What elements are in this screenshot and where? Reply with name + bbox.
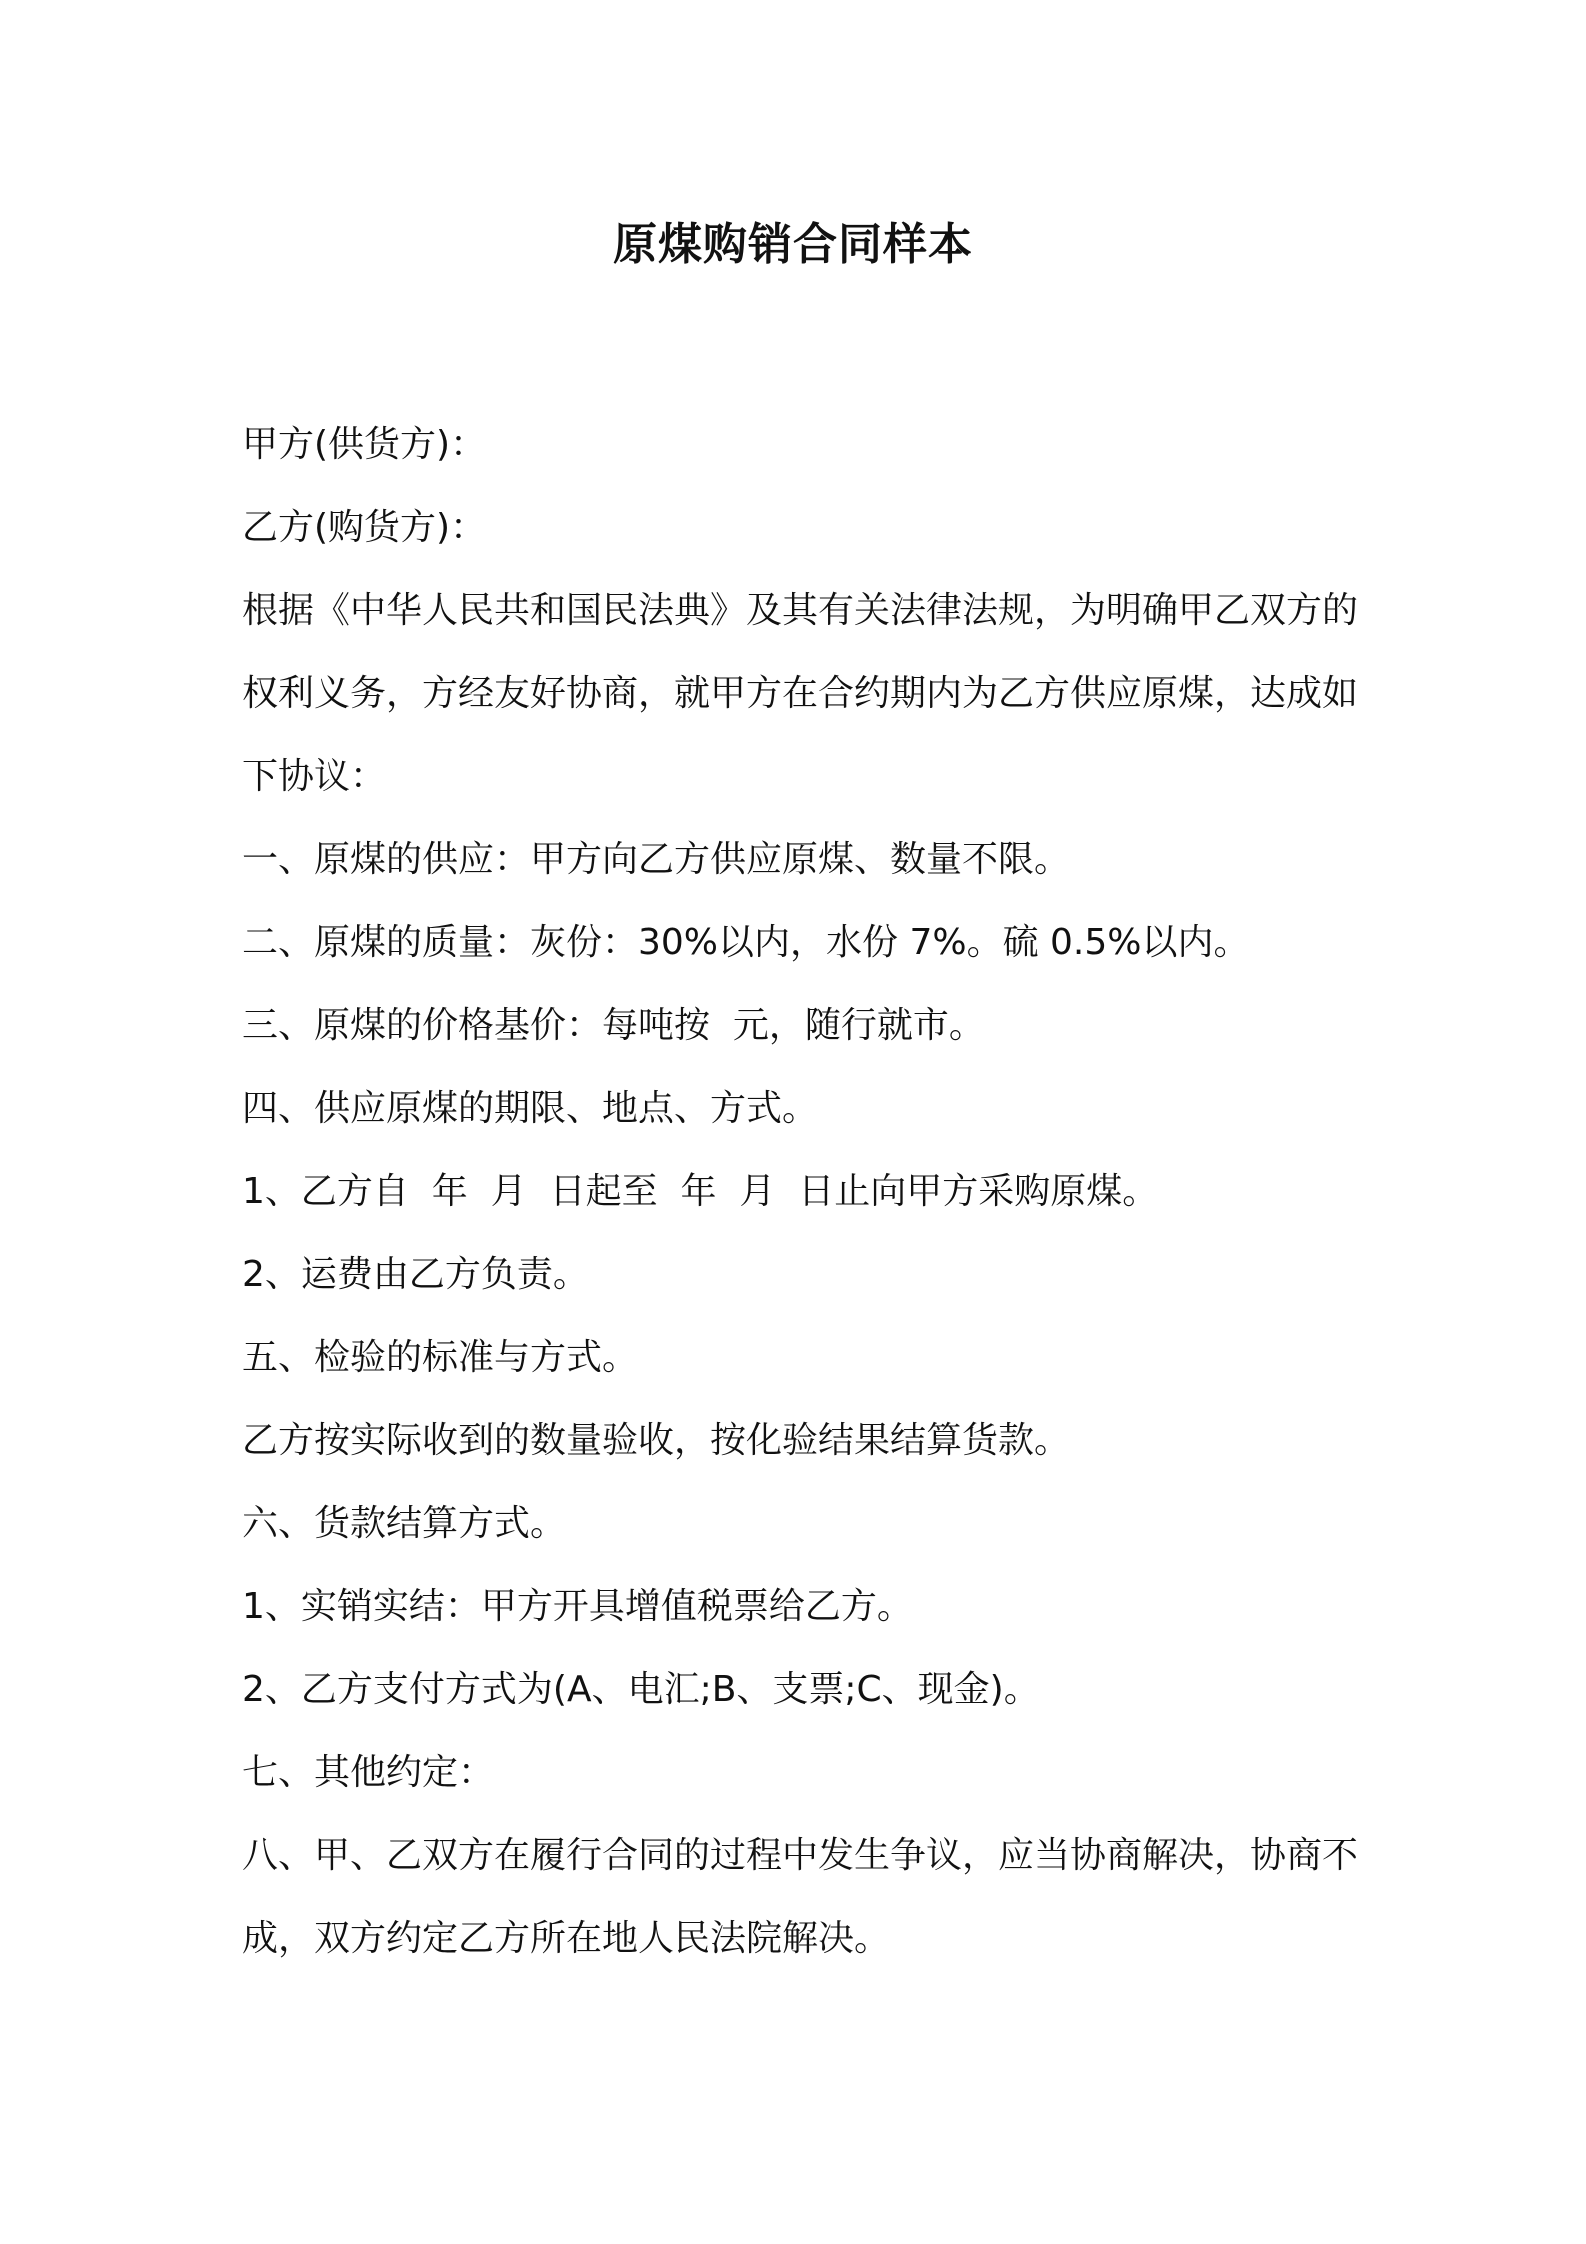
clause-4-item-2: 2、运费由乙方负责。 [242,1254,589,1295]
clause-7-other: 七、其他约定： [242,1752,495,1793]
clause-5-heading: 五、检验的标准与方式。 [242,1337,639,1378]
document-body [242,403,1362,1980]
preamble-paragraph: 根据《中华人民共和国民法典》及其有关法律法规，为明确甲乙双方的权利义务，方经友好协商，就甲方在合约期内为乙方供应原煤，达成如下协议： [242,590,1359,797]
clause-6-item-1: 1、实销实结：甲方开具增值税票给乙方。 [242,1586,913,1627]
party-b-line: 乙方(购货方)： [242,507,487,548]
clause-4-item-1: 1、乙方自 年 月 日起至 年 月 日止向甲方采购原煤。 [242,1171,1159,1212]
clause-1-supply: 一、原煤的供应：甲方向乙方供应原煤、数量不限。 [242,839,1071,880]
document-title: 原煤购销合同样本 [613,219,973,270]
clause-6-item-2: 2、乙方支付方式为(A、电汇;B、支票;C、现金)。 [242,1669,1040,1710]
clause-2-quality: 二、原煤的质量：灰份：30%以内，水份 7%。硫 0.5%以内。 [242,922,1250,963]
clause-6-heading: 六、货款结算方式。 [242,1503,567,1544]
clause-3-price: 三、原煤的价格基价：每吨按 元，随行就市。 [242,1005,985,1046]
party-a-line: 甲方(供货方)： [242,424,487,465]
clause-4-heading: 四、供应原煤的期限、地点、方式。 [242,1088,819,1129]
clause-5-text: 乙方按实际收到的数量验收，按化验结果结算货款。 [242,1420,1071,1461]
clause-8-dispute: 八、甲、乙双方在履行合同的过程中发生争议，应当协商解决，协商不成，双方约定乙方所在地人民法院解决。 [242,1835,1359,1959]
